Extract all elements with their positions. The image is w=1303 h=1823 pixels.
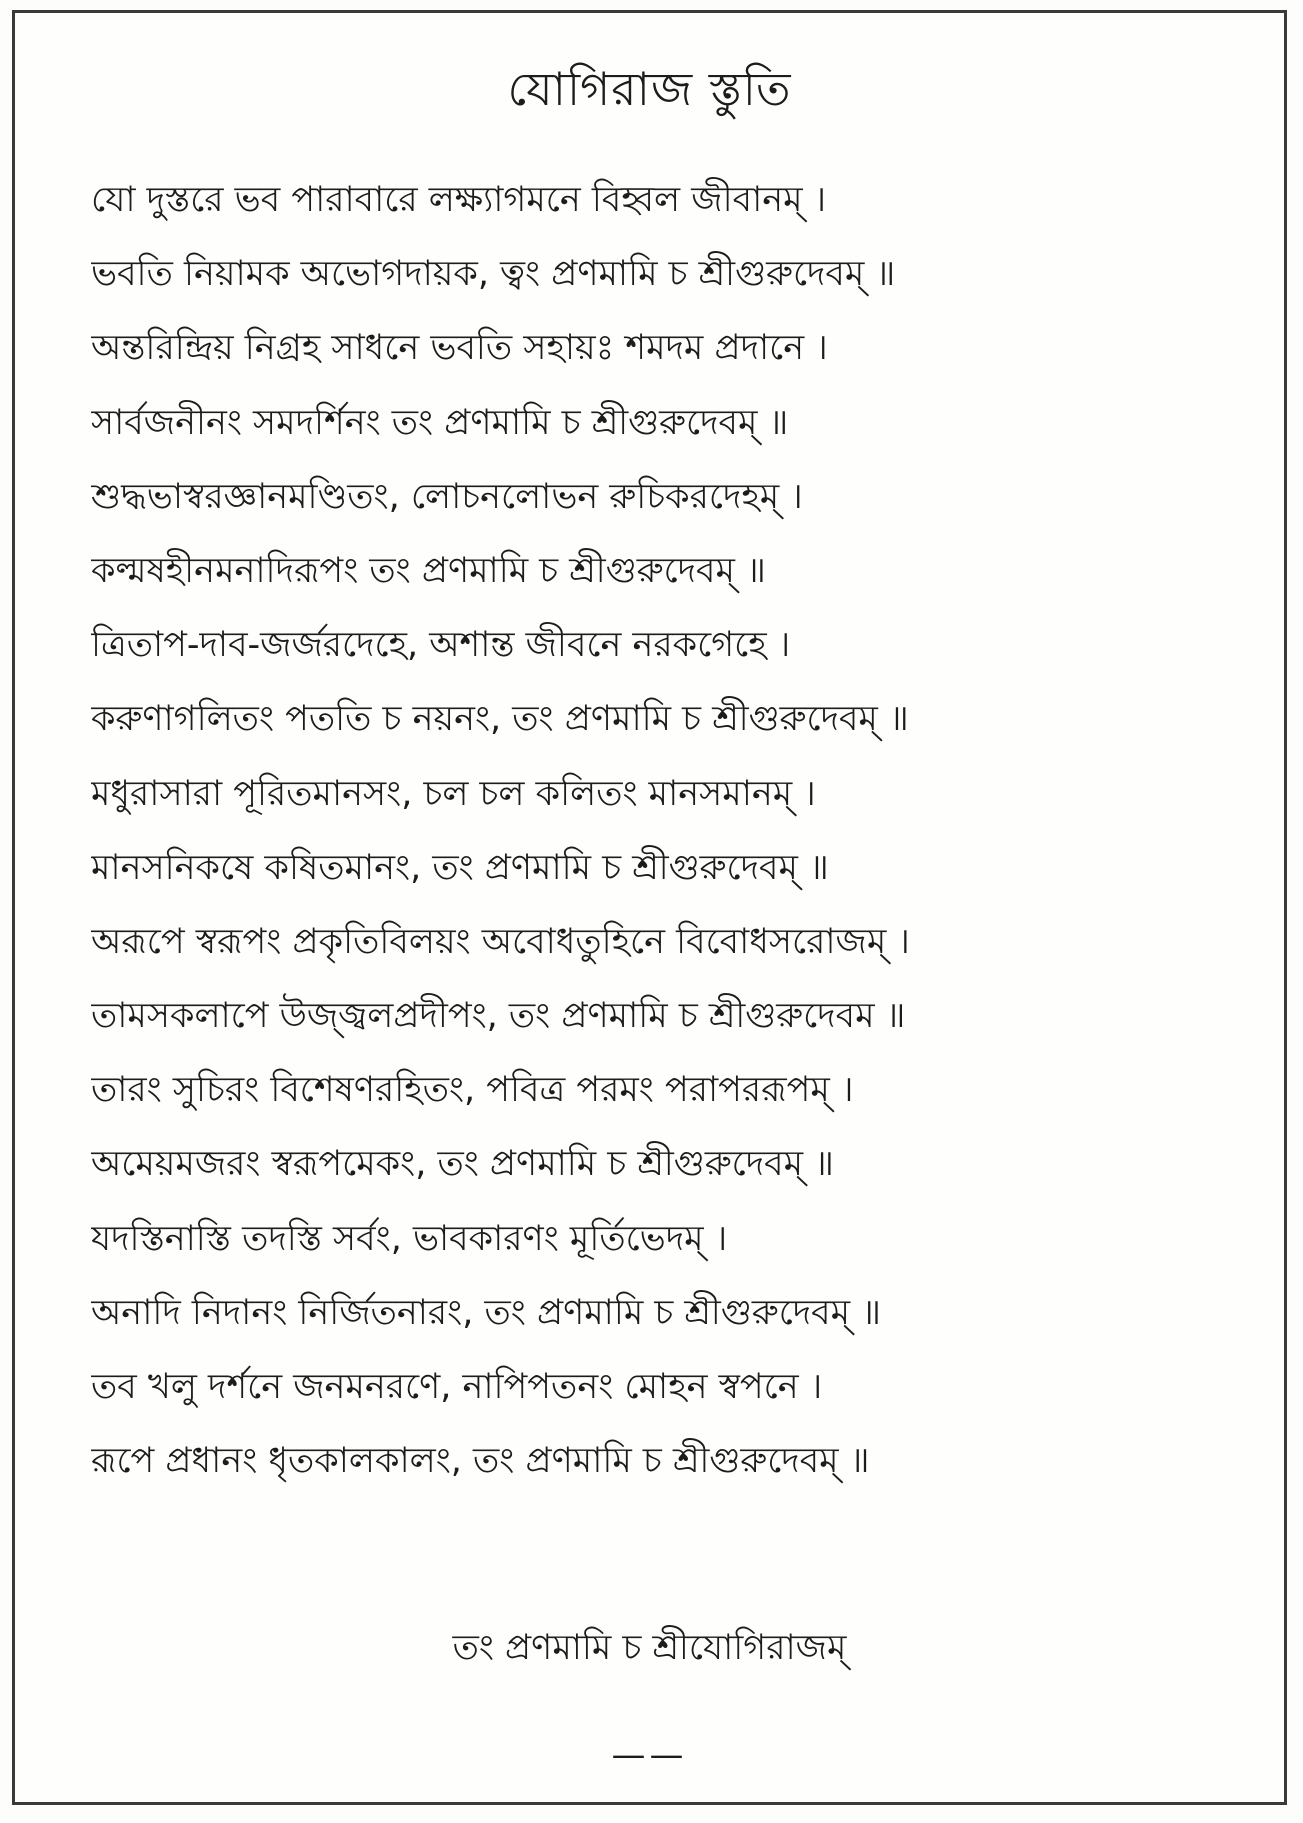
verse-line: কল্মষহীনমনাদিরূপং তং প্রণমামি চ শ্রীগুরুদেবম্ ॥ [91, 550, 766, 591]
verse-line: মানসনিকষে কষিতমানং, তং প্রণমামি চ শ্রীগুরুদেবম্ ॥ [91, 847, 829, 888]
verse-line: রূপে প্রধানং ধৃতকালকালং, তং প্রণমামি চ শ্রীগুরুদেবম্ ॥ [91, 1441, 870, 1482]
page-title: যোগিরাজ স্তুতি [507, 62, 792, 116]
verse-line: যো দুস্তরে ভব পারাবারে লক্ষ্যাগমনে বিহ্বল জীবানম্ । [91, 180, 827, 220]
verse-line: অনাদি নিদানং নির্জিতনারং, তং প্রণমামি চ শ্রীগুরুদেবম্ ॥ [91, 1292, 882, 1333]
verse-line: তারং সুচিরং বিশেষণরহিতং, পবিত্র পরমং পরাপররূপম্ । [91, 1070, 854, 1111]
closing-line: তং প্রণমামি চ শ্রীযোগিরাজম্ [452, 1628, 847, 1668]
verse-line: সার্বজনীনং সমদর্শিনং তং প্রণমামি চ শ্রীগুরুদেবম্ ॥ [91, 402, 789, 443]
verse-line: তামসকলাপে উজ্জ্বলপ্রদীপং, তং প্রণমামি চ শ্রীগুরুদেবম ॥ [91, 996, 906, 1037]
verse-line: অমেয়মজরং স্বরূপমেকং, তং প্রণমামি চ শ্রীগুরুদেবম্ ॥ [91, 1144, 834, 1185]
verse-line: ত্রিতাপ-দাব-জর্জরদেহে, অশান্ত জীবনে নরকগেহে । [91, 625, 791, 666]
verse-line: অন্তরিন্দ্রিয় নিগ্রহ সাধনে ভবতি সহায়ঃ শমদম প্রদানে । [91, 328, 828, 369]
page-frame [12, 10, 1287, 1805]
verse-line: যদস্তিনাস্তি তদস্তি সর্বং, ভাবকারণং মূর্তিভেদম্ । [91, 1218, 728, 1259]
verse-line: ভবতি নিয়ামক অভোগদায়ক, ত্বং প্রণমামি চ শ্রীগুরুদেবম্ ॥ [91, 254, 896, 295]
verse-line: তব খলু দর্শনে জনমনরণে, নাপিপতনং মোহন স্বপনে । [91, 1367, 823, 1407]
verse-list [91, 163, 1271, 1498]
verse-line: শুদ্ধভাস্বরজ্ঞানমণ্ডিতং, লোচনলোভন রুচিকরদেহম্ । [91, 476, 803, 517]
end-mark: —— [611, 1735, 688, 1775]
verse-line: করুণাগলিতং পততি চ নয়নং, তং প্রণমামি চ শ্রীগুরুদেবম্ ॥ [91, 699, 909, 740]
verse-line: অরূপে স্বরূপং প্রকৃতিবিলয়ং অবোধতুহিনে বিবোধসরোজম্ । [91, 921, 910, 962]
verse-line: মধুরাসারা পূরিতমানসং, চল চল কলিতং মানসমানম্ । [91, 773, 816, 814]
